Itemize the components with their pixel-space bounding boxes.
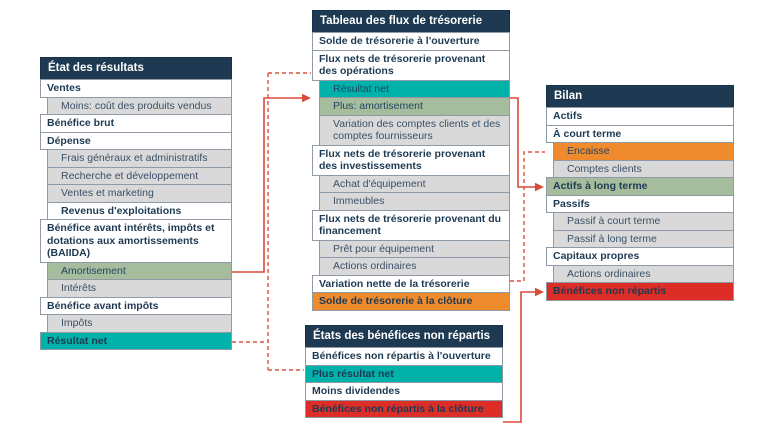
- connector-amortisement-to-plus-amortisement: [232, 94, 311, 272]
- row-resultat-net-flux: Résultat net: [319, 80, 510, 99]
- tableau-des-flux-de-tresorerie-header: Tableau des flux de trésorerie: [312, 10, 510, 33]
- row-moins-cout-des-produits-vendus: Moins: coût des produits vendus: [47, 97, 232, 116]
- row-resultat-net: Résultat net: [40, 332, 232, 351]
- row-moins-dividendes: Moins dividendes: [305, 382, 503, 401]
- arrowhead-icon: [535, 183, 544, 191]
- row-depense: Dépense: [40, 132, 232, 151]
- row-revenus-d-exploitations: Revenus d'exploitations: [47, 202, 232, 221]
- row-achat-d-equipement: Achat d'équipement: [319, 175, 510, 194]
- row-capitaux-propres: Capitaux propres: [546, 247, 734, 266]
- row-benefices-non-repartis-a-l-ouverture: Bénéfices non répartis à l'ouverture: [305, 347, 503, 366]
- row-passif-a-long-terme: Passif à long terme: [553, 230, 734, 249]
- bilan-header: Bilan: [546, 85, 734, 108]
- row-ventes-et-marketing: Ventes et marketing: [47, 184, 232, 203]
- row-comptes-clients: Comptes clients: [553, 160, 734, 179]
- row-benefices-non-repartis-a-la-cloture: Bénéfices non répartis à la clôture: [305, 400, 503, 419]
- row-actifs-a-long-terme: Actifs à long terme: [546, 177, 734, 196]
- etats-des-benefices-non-repartis-header: États des bénéfices non répartis: [305, 325, 503, 348]
- arrowhead-icon: [302, 94, 311, 102]
- connector-resultat-net-links: [232, 73, 311, 370]
- row-variation-nette-de-la-tresorerie: Variation nette de la trésorerie: [312, 275, 510, 294]
- row-solde-de-tresorerie-a-la-cloture: Solde de trésorerie à la clôture: [312, 292, 510, 311]
- row-plus-resultat-net: Plus résultat net: [305, 365, 503, 384]
- row-amortisement: Amortisement: [47, 262, 232, 281]
- row-actions-ordinaires-flux: Actions ordinaires: [319, 257, 510, 276]
- row-encaisse: Encaisse: [553, 142, 734, 161]
- table-etats-des-benefices-non-repartis: [305, 325, 503, 418]
- row-passif-a-court-terme: Passif à court terme: [553, 212, 734, 231]
- table-etat-des-resultats: [40, 57, 232, 350]
- arrowhead-icon: [535, 288, 544, 296]
- row-benefices-non-repartis-bilan: Bénéfices non répartis: [546, 282, 734, 301]
- row-benefice-avant-impots: Bénéfice avant impôts: [40, 297, 232, 316]
- row-ventes: Ventes: [40, 79, 232, 98]
- row-variation-comptes-clients-fournisseurs: Variation des comptes clients et des comptes fournisseurs: [319, 115, 510, 146]
- table-tableau-des-flux-de-tresorerie: [312, 10, 510, 311]
- row-a-court-terme: À court terme: [546, 125, 734, 144]
- row-frais-generaux-et-administratifs: Frais généraux et administratifs: [47, 149, 232, 168]
- row-benefice-brut: Bénéfice brut: [40, 114, 232, 133]
- row-baiida: Bénéfice avant intérêts, impôts et dotations aux amortissements (BAIIDA): [40, 219, 232, 263]
- row-flux-nets-financement: Flux nets de trésorerie provenant du financement: [312, 210, 510, 241]
- row-recherche-et-developpement: Recherche et développement: [47, 167, 232, 186]
- row-impots: Impôts: [47, 314, 232, 333]
- row-flux-nets-operations: Flux nets de trésorerie provenant des opérations: [312, 50, 510, 81]
- row-pret-pour-equipement: Prêt pour équipement: [319, 240, 510, 259]
- row-flux-nets-investissements: Flux nets de trésorerie provenant des investissements: [312, 145, 510, 176]
- row-interets: Intérêts: [47, 279, 232, 298]
- row-plus-amortisement: Plus: amortisement: [319, 97, 510, 116]
- table-bilan: [546, 85, 734, 301]
- row-actions-ordinaires-bilan: Actions ordinaires: [553, 265, 734, 284]
- row-actifs: Actifs: [546, 107, 734, 126]
- row-passifs: Passifs: [546, 195, 734, 214]
- row-solde-de-tresorerie-a-l-ouverture: Solde de trésorerie à l'ouverture: [312, 32, 510, 51]
- connector-plus-amortisement-to-actifs-a-long-terme: [510, 98, 544, 191]
- row-immeubles: Immeubles: [319, 192, 510, 211]
- etat-des-resultats-header: État des résultats: [40, 57, 232, 80]
- connector-variation-nette-to-encaisse: [510, 152, 545, 281]
